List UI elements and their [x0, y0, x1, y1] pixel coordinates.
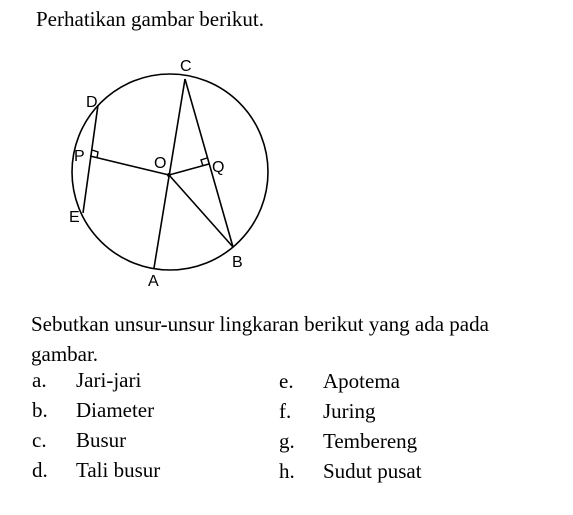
option-a	[32, 367, 141, 393]
label-p: P	[74, 148, 85, 165]
label-d: D	[86, 94, 98, 111]
option-b	[32, 397, 154, 423]
option-f	[279, 398, 376, 424]
option-letter: b.	[32, 398, 48, 422]
option-h	[279, 458, 422, 484]
label-a: A	[148, 273, 159, 290]
option-letter: d.	[32, 458, 48, 482]
center-point-o	[167, 173, 171, 177]
option-letter: h.	[279, 459, 295, 483]
option-letter: c.	[32, 428, 47, 452]
option-text: Sudut pusat	[323, 459, 422, 483]
option-e	[279, 368, 400, 394]
question-text: Sebutkan unsur-unsur lingkaran berikut yang ada pada gambar.	[31, 312, 489, 366]
option-letter: a.	[32, 368, 47, 392]
option-text: Tali busur	[76, 458, 161, 482]
chord-de	[83, 105, 98, 213]
intro-text: Perhatikan gambar berikut.	[36, 7, 265, 31]
option-d	[32, 457, 160, 483]
option-letter: g.	[279, 429, 295, 453]
label-c: C	[180, 58, 192, 75]
option-text: Jari-jari	[76, 368, 142, 392]
option-text: Tembereng	[323, 429, 418, 453]
option-text: Diameter	[76, 398, 155, 422]
label-q: Q	[212, 159, 225, 176]
option-text: Juring	[323, 399, 376, 423]
option-text: Busur	[76, 428, 127, 452]
label-e: E	[69, 209, 80, 226]
option-text: Apotema	[323, 369, 400, 393]
label-b: B	[232, 254, 243, 271]
label-o: O	[154, 155, 167, 172]
option-c	[32, 427, 126, 453]
option-g	[279, 428, 417, 454]
chord-cb	[185, 79, 233, 247]
option-letter: e.	[279, 369, 294, 393]
option-letter: f.	[279, 399, 292, 423]
